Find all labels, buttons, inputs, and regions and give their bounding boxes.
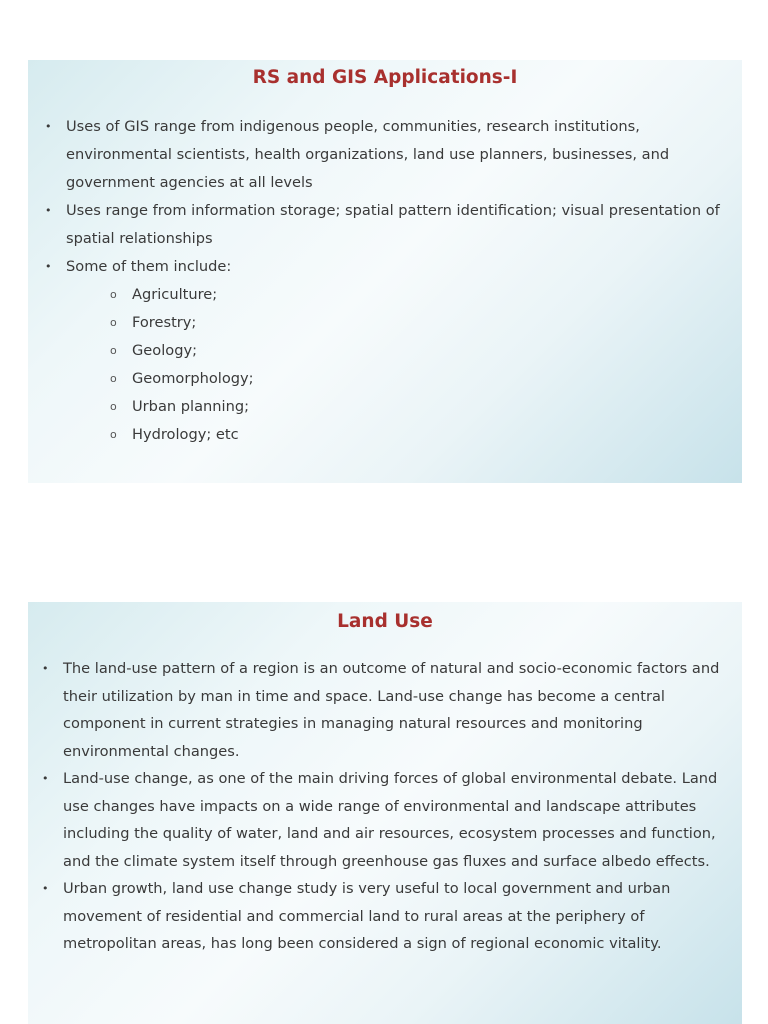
bullet-item xyxy=(42,655,724,765)
sub-item-text: Hydrology; etc xyxy=(132,426,239,443)
bullet-list xyxy=(42,655,724,958)
sub-marker: o xyxy=(110,428,117,441)
slide-title: Land Use xyxy=(337,611,433,632)
bullet-marker: • xyxy=(42,772,49,785)
bullet-marker: • xyxy=(45,204,52,217)
bullet-text: Uses of GIS range from indigenous people, communities, research institutions, environmental scientists, health organizations, land use planners, businesses, and government agencies at all levels xyxy=(66,118,670,191)
slide-title: RS and GIS Applications-I xyxy=(252,67,518,88)
sub-item-text: Geomorphology; xyxy=(132,370,254,387)
slide-land-use xyxy=(28,602,742,1024)
sub-marker: o xyxy=(110,372,117,385)
sub-item xyxy=(110,337,722,365)
bullet-text: Some of them include: xyxy=(66,258,232,275)
sub-list xyxy=(66,281,722,449)
sub-item xyxy=(110,421,722,449)
bullet-text: Uses range from information storage; spatial pattern identification; visual presentation of spatial relationships xyxy=(66,202,720,247)
sub-item xyxy=(110,309,722,337)
bullet-text: Land-use change, as one of the main driving forces of global environmental debate. Land use changes have impacts on a wide range of environmental and landscape attributes including the quality of water, land and air resources, ecosystem processes and function, and the climate system itself through greenhouse gas fluxes and surface albedo effects. xyxy=(63,770,718,870)
sub-marker: o xyxy=(110,344,117,357)
bullet-text: The land-use pattern of a region is an outcome of natural and socio-economic factors and their utilization by man in time and space. Land-use change has become a central component in current strategies in managing natural resources and monitoring environmental changes. xyxy=(63,660,720,760)
sub-item-text: Forestry; xyxy=(132,314,197,331)
sub-item xyxy=(110,281,722,309)
bullet-text: Urban growth, land use change study is very useful to local government and urban movement of residential and commercial land to rural areas at the periphery of metropolitan areas, has long been considered a sign of regional economic vitality. xyxy=(63,880,671,952)
bullet-list xyxy=(45,113,722,449)
bullet-marker: • xyxy=(42,662,49,675)
sub-marker: o xyxy=(110,288,117,301)
bullet-item xyxy=(45,197,722,253)
sub-item-text: Urban planning; xyxy=(132,398,250,415)
bullet-marker: • xyxy=(45,120,52,133)
bullet-item xyxy=(42,765,724,875)
sub-item xyxy=(110,393,722,421)
sub-item-text: Geology; xyxy=(132,342,198,359)
bullet-item xyxy=(45,253,722,449)
bullet-marker: • xyxy=(42,882,49,895)
sub-marker: o xyxy=(110,316,117,329)
sub-item-text: Agriculture; xyxy=(132,286,218,303)
bullet-marker: • xyxy=(45,260,52,273)
slide-rs-gis-applications xyxy=(28,60,742,483)
sub-marker: o xyxy=(110,400,117,413)
bullet-item xyxy=(42,875,724,958)
sub-item xyxy=(110,365,722,393)
bullet-item xyxy=(45,113,722,197)
